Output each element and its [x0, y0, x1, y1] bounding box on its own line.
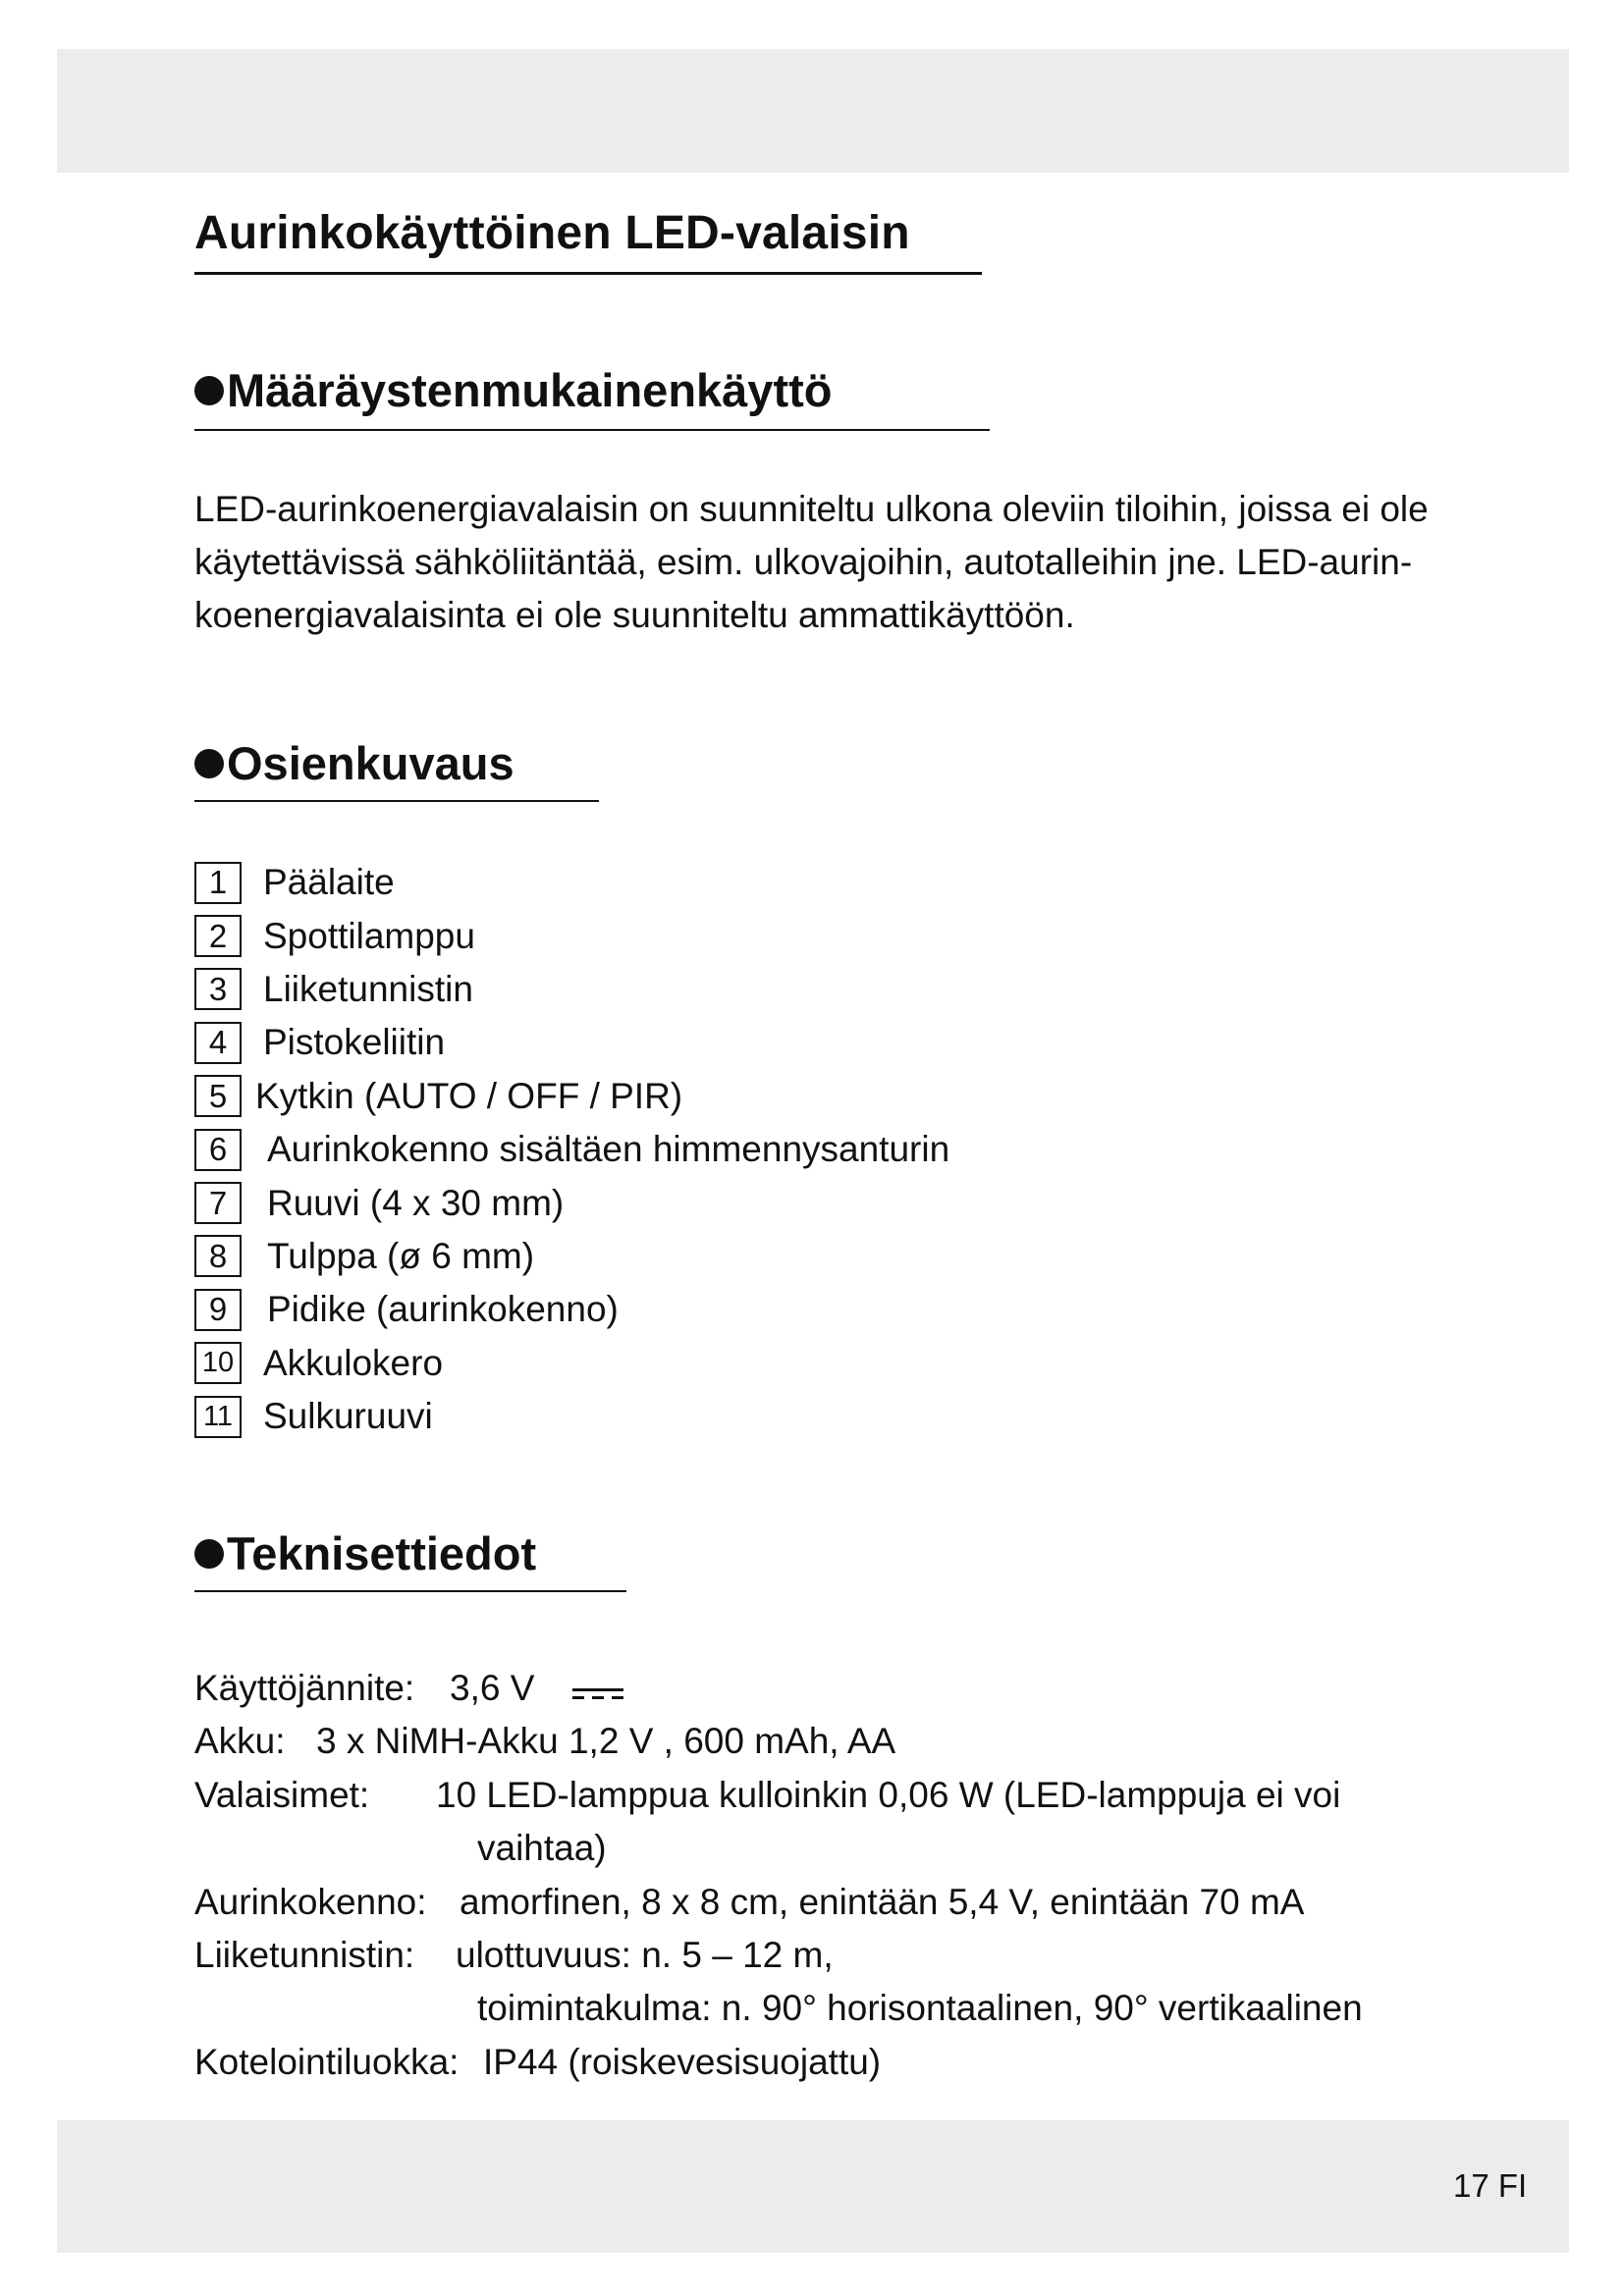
list-item: [194, 1337, 949, 1390]
filled-circle-icon: [194, 749, 224, 778]
spec-row: [194, 1982, 1363, 2035]
spec-row: [194, 1822, 607, 1875]
part-label: Päälaite: [263, 862, 395, 903]
spec-value: ulottuvuus: n. 5 – 12 m,: [456, 1934, 834, 1975]
paragraph-line: LED-aurinkoenergiavalaisin on suunniteltu ulkona oleviin tiloihin, joissa ei ole: [194, 489, 1429, 529]
spec-label: Käyttöjännite:: [194, 1668, 415, 1708]
spec-value: 3 x NiMH-Akku 1,2 V , 600 mAh, AA: [316, 1721, 896, 1762]
page-number: 17 FI: [1453, 2167, 1528, 2204]
filled-circle-icon: [194, 376, 224, 405]
header-band: [57, 49, 1569, 173]
list-item: [194, 1070, 949, 1123]
part-label: Tulppa (ø 6 mm): [267, 1235, 535, 1276]
filled-circle-icon: [194, 1539, 224, 1569]
title-underline: [194, 272, 982, 275]
spec-row: [194, 1662, 535, 1715]
list-item: [194, 1283, 949, 1336]
section-heading-text: Teknisettiedot: [227, 1527, 537, 1579]
spec-row: [194, 1769, 1341, 1822]
spec-label: Kotelointiluokka:: [194, 2041, 460, 2082]
parts-list: [194, 856, 949, 1443]
part-label: Ruuvi (4 x 30 mm): [267, 1182, 565, 1223]
part-number-box: 7: [194, 1182, 242, 1224]
spec-value: amorfinen, 8 x 8 cm, enintään 5,4 V, enintään 70 mA: [460, 1881, 1305, 1922]
section-heading-text: Määräystenmukainenkäyttö: [227, 364, 833, 416]
part-label: Spottilamppu: [263, 915, 475, 956]
spec-label: Aurinkokenno:: [194, 1881, 427, 1922]
list-item: [194, 1123, 949, 1176]
spec-row: [194, 1876, 1305, 1929]
part-number-box: 9: [194, 1289, 242, 1331]
list-item: [194, 963, 949, 1016]
page-title: Aurinkokäyttöinen LED-valaisin: [194, 207, 910, 259]
section-underline: [194, 429, 990, 431]
spec-row: [194, 1929, 834, 1982]
part-label: Pidike (aurinkokenno): [267, 1289, 619, 1330]
part-number-box: 4: [194, 1022, 242, 1064]
part-number-box: 5: [194, 1075, 242, 1117]
part-number-box: 8: [194, 1235, 242, 1277]
spec-label: Akku:: [194, 1721, 286, 1762]
list-item: [194, 1230, 949, 1283]
part-number-box: 3: [194, 968, 242, 1010]
part-label: Sulkuruuvi: [263, 1396, 433, 1437]
part-number-box: 1: [194, 862, 242, 904]
spec-label: Valaisimet:: [194, 1774, 370, 1815]
footer-band: [57, 2120, 1569, 2253]
part-number-box: 10: [194, 1342, 242, 1384]
list-item: [194, 856, 949, 909]
spec-value: toimintakulma: n. 90° horisontaalinen, 90° vertikaalinen: [477, 1988, 1363, 2029]
list-item: [194, 1016, 949, 1069]
section-underline: [194, 800, 599, 802]
spec-value: vaihtaa): [477, 1828, 607, 1869]
intended-use-paragraph: [194, 483, 1451, 642]
list-item: [194, 1390, 949, 1443]
part-label: Liiketunnistin: [263, 968, 473, 1009]
section-underline: [194, 1590, 626, 1592]
section-heading-parts: [194, 736, 514, 790]
section-heading-specs: [194, 1526, 536, 1580]
spec-value: 3,6 V: [450, 1668, 535, 1708]
section-heading-intended-use: [194, 363, 832, 417]
section-heading-text: Osienkuvaus: [227, 737, 514, 789]
spec-row: [194, 2036, 882, 2089]
part-number-box: 6: [194, 1129, 242, 1171]
part-label: Kytkin (AUTO / OFF / PIR): [255, 1075, 683, 1116]
paragraph-line: käytettävissä sähköliitäntää, esim. ulkovajoihin, autotalleihin jne. LED-aurin-: [194, 542, 1413, 582]
part-label: Pistokeliitin: [263, 1022, 446, 1063]
paragraph-line: koenergiavalaisinta ei ole suunniteltu ammattikäyttöön.: [194, 595, 1075, 635]
spec-value: 10 LED-lamppua kulloinkin 0,06 W (LED-lamppuja ei voi: [436, 1774, 1341, 1815]
list-item: [194, 909, 949, 962]
part-number-box: 11: [194, 1396, 242, 1438]
list-item: [194, 1176, 949, 1229]
spec-row: [194, 1715, 896, 1768]
spec-value: IP44 (roiskevesisuojattu): [483, 2041, 882, 2082]
part-label: Aurinkokenno sisältäen himmennysanturin: [267, 1129, 950, 1170]
spec-label: Liiketunnistin:: [194, 1934, 415, 1975]
specs-table: [194, 1662, 1363, 2089]
part-label: Akkulokero: [263, 1342, 444, 1383]
part-number-box: 2: [194, 915, 242, 957]
